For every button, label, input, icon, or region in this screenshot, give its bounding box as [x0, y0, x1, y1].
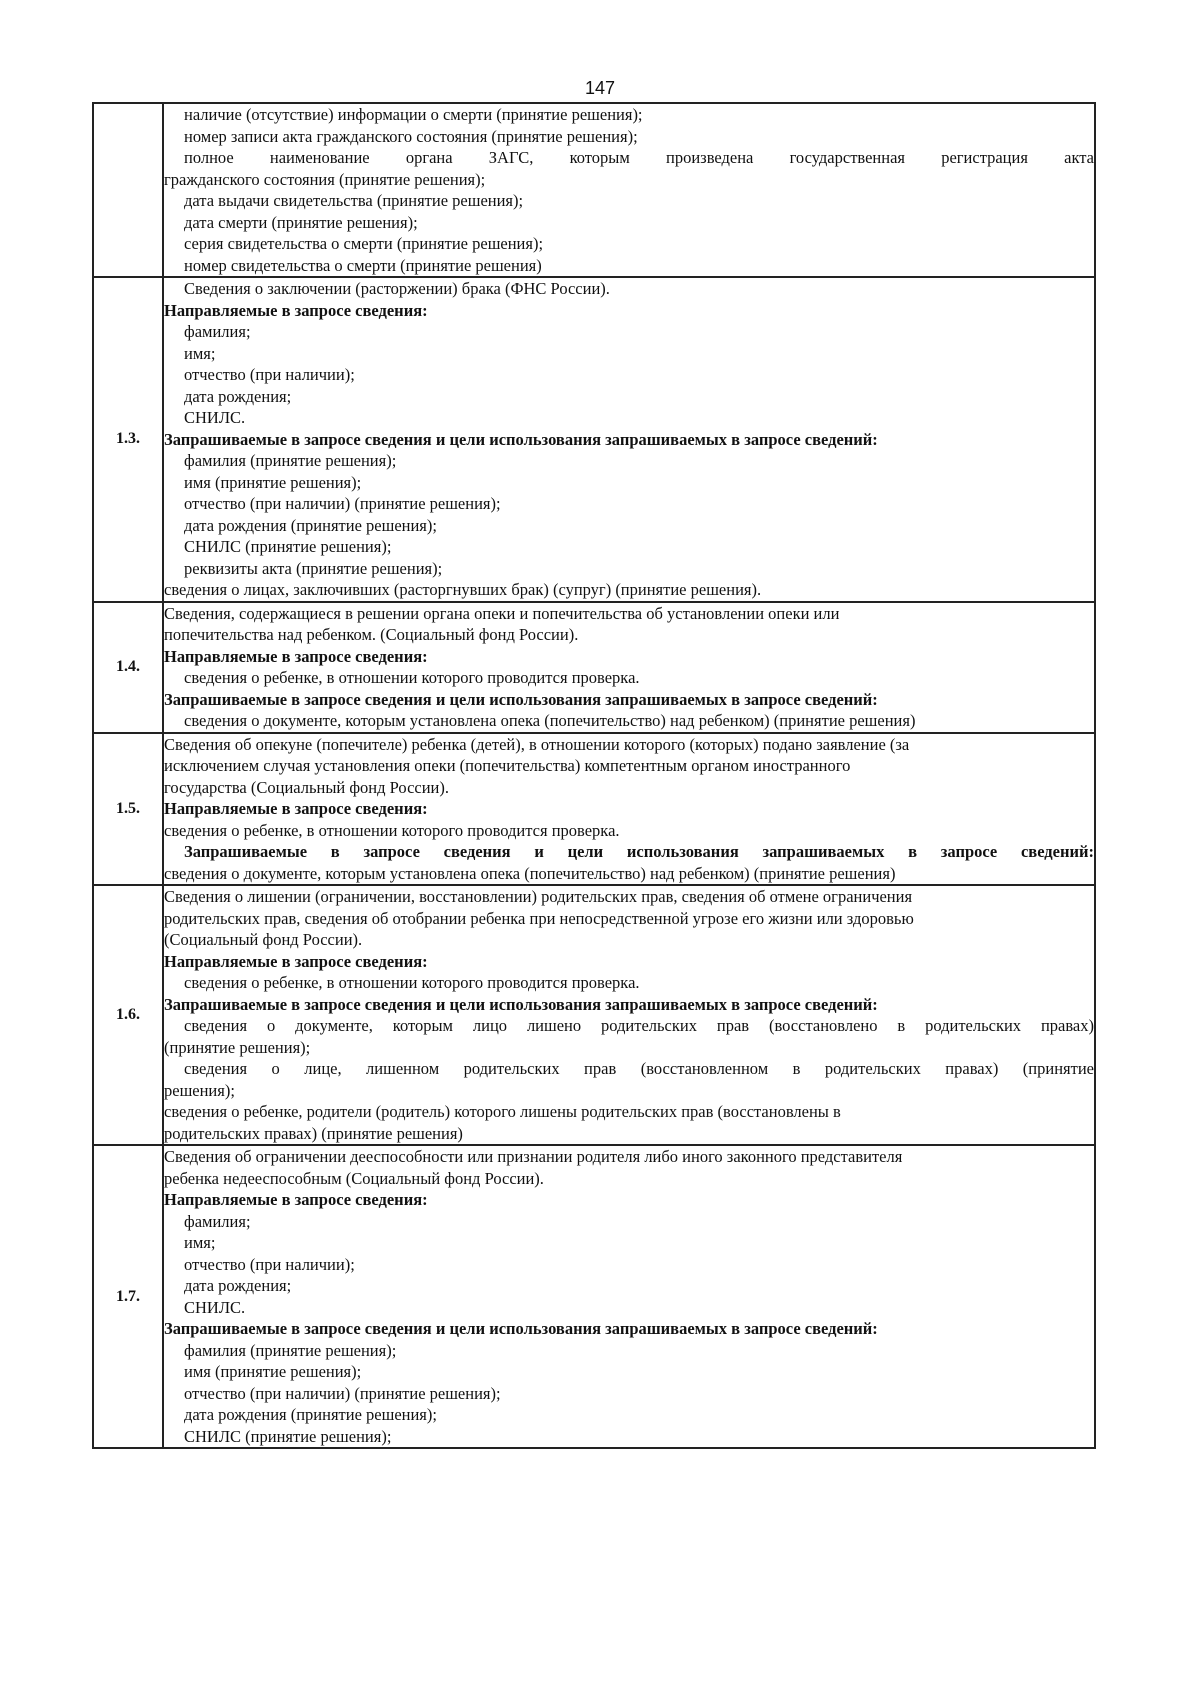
text-line: наличие (отсутствие) информации о смерти (принятие решения); [184, 105, 643, 124]
text-line: имя; [184, 1233, 216, 1252]
text-line: сведения о лице, лишенном родительских прав (восстановленном в родительских правах) (принятие [184, 1059, 1094, 1078]
row-number: 1.7. [93, 1145, 163, 1448]
table-row [93, 277, 1095, 602]
row-content [163, 1145, 1095, 1448]
text-line: отчество (при наличии); [184, 365, 355, 384]
text-line: дата рождения (принятие решения); [184, 1405, 437, 1424]
text-line: фамилия (принятие решения); [184, 1340, 397, 1360]
text-line: реквизиты акта (принятие решения); [184, 558, 443, 578]
text-line: сведения о ребенке, в отношении которого проводится проверка. [164, 820, 620, 840]
text-line: Сведения о лишении (ограничении, восстановлении) родительских прав, сведения об отмене ограничения [164, 887, 913, 906]
text-line: Сведения об опекуне (попечителе) ребенка (детей), в отношении которого (которых) подано заявление (за [164, 734, 910, 754]
text-line: СНИЛС. [184, 408, 246, 427]
text-line: имя (принятие решения); [184, 1362, 362, 1381]
row-content [163, 103, 1095, 277]
section-heading: Направляемые в запросе сведения: [164, 951, 428, 971]
text-line: отчество (при наличии); [184, 1254, 355, 1274]
text-line: полное наименование органа ЗАГС, которым произведена государственная регистрация акта [184, 148, 1094, 167]
text-line: Сведения, содержащиеся в решении органа опеки и попечительства об установлении опеки или [164, 603, 840, 623]
text-line: родительских прав, сведения об отобрании ребенка при непосредственной угрозе его жизни или здоровью [164, 908, 914, 928]
text-line: дата выдачи свидетельства (принятие решения); [184, 191, 524, 210]
text-line: СНИЛС. [184, 1297, 246, 1317]
row-number: 1.4. [93, 602, 163, 733]
table-row [93, 103, 1095, 277]
text-line: сведения о документе, которым лицо лишено родительских прав (восстановлено в родительских правах) [184, 1016, 1094, 1035]
text-line: сведения о документе, которым установлена опека (попечительство) над ребенком) (принятие решения) [164, 863, 896, 883]
text-line: СНИЛС (принятие решения); [184, 537, 392, 556]
section-heading: Направляемые в запросе сведения: [164, 799, 428, 818]
row-content [163, 733, 1095, 886]
section-heading: Запрашиваемые в запросе сведения и цели использования запрашиваемых в запросе сведений: [164, 994, 878, 1014]
section-heading: Направляемые в запросе сведения: [164, 646, 428, 666]
text-line: исключением случая установления опеки (попечительства) компетентным органом иностранного [164, 756, 851, 775]
table-row [93, 1145, 1095, 1448]
text-line: сведения о документе, которым установлена опека (попечительство) над ребенком) (принятие решения) [184, 711, 916, 730]
text-line: Сведения об ограничении дееспособности или признании родителя либо иного законного представителя [164, 1147, 903, 1166]
text-line: (Социальный фонд России). [164, 930, 363, 949]
text-line: имя; [184, 343, 216, 363]
text-line: гражданского состояния (принятие решения); [164, 169, 486, 189]
text-line: государства (Социальный фонд России). [164, 777, 450, 797]
row-number: 1.3. [93, 277, 163, 602]
section-heading: Направляемые в запросе сведения: [164, 300, 428, 320]
page-number: 147 [584, 78, 616, 98]
table-row [93, 733, 1095, 886]
row-number [93, 103, 163, 277]
text-line: дата рождения; [184, 1276, 292, 1295]
row-content [163, 277, 1095, 602]
text-line: отчество (при наличии) (принятие решения); [184, 1383, 501, 1403]
text-line: попечительства над ребенком. (Социальный фонд России). [164, 625, 579, 644]
text-line: серия свидетельства о смерти (принятие решения); [184, 234, 544, 253]
document-table [92, 102, 1096, 1449]
text-line: дата смерти (принятие решения); [184, 212, 418, 232]
text-line: номер свидетельства о смерти (принятие решения) [184, 255, 542, 275]
text-line: сведения о ребенке, в отношении которого проводится проверка. [184, 973, 640, 992]
text-line: (принятие решения); [164, 1037, 311, 1057]
text-line: сведения о лицах, заключивших (расторгнувших брак) (супруг) (принятие решения). [164, 580, 762, 599]
row-content [163, 885, 1095, 1145]
text-line: решения); [164, 1080, 235, 1100]
text-line: сведения о ребенке, в отношении которого проводится проверка. [184, 668, 640, 687]
text-line: имя (принятие решения); [184, 472, 362, 492]
text-line: дата рождения; [184, 386, 292, 406]
text-line: отчество (при наличии) (принятие решения); [184, 494, 501, 513]
text-line: фамилия; [184, 322, 251, 341]
text-line: СНИЛС (принятие решения); [184, 1426, 392, 1446]
section-heading: Запрашиваемые в запросе сведения и цели использования запрашиваемых в запросе сведений: [164, 1319, 878, 1338]
text-line: сведения о ребенке, родители (родитель) которого лишены родительских прав (восстановлены в [164, 1102, 841, 1121]
section-heading: Запрашиваемые в запросе сведения и цели использования запрашиваемых в запросе сведений: [164, 429, 878, 449]
row-number: 1.6. [93, 885, 163, 1145]
text-line: Сведения о заключении (расторжении) брака (ФНС России). [184, 279, 610, 298]
section-heading: Запрашиваемые в запросе сведения и цели использования запрашиваемых в запросе сведений: [184, 842, 1094, 861]
text-line: фамилия (принятие решения); [184, 451, 397, 470]
row-content [163, 602, 1095, 733]
table-row [93, 885, 1095, 1145]
section-heading: Направляемые в запросе сведения: [164, 1190, 428, 1209]
table-row [93, 602, 1095, 733]
section-heading: Запрашиваемые в запросе сведения и цели использования запрашиваемых в запросе сведений: [164, 689, 878, 709]
text-line: дата рождения (принятие решения); [184, 515, 437, 535]
text-line: фамилия; [184, 1211, 251, 1231]
text-line: родительских правах) (принятие решения) [164, 1123, 463, 1143]
row-number: 1.5. [93, 733, 163, 886]
text-line: ребенка недееспособным (Социальный фонд России). [164, 1168, 544, 1188]
text-line: номер записи акта гражданского состояния (принятие решения); [184, 126, 638, 146]
